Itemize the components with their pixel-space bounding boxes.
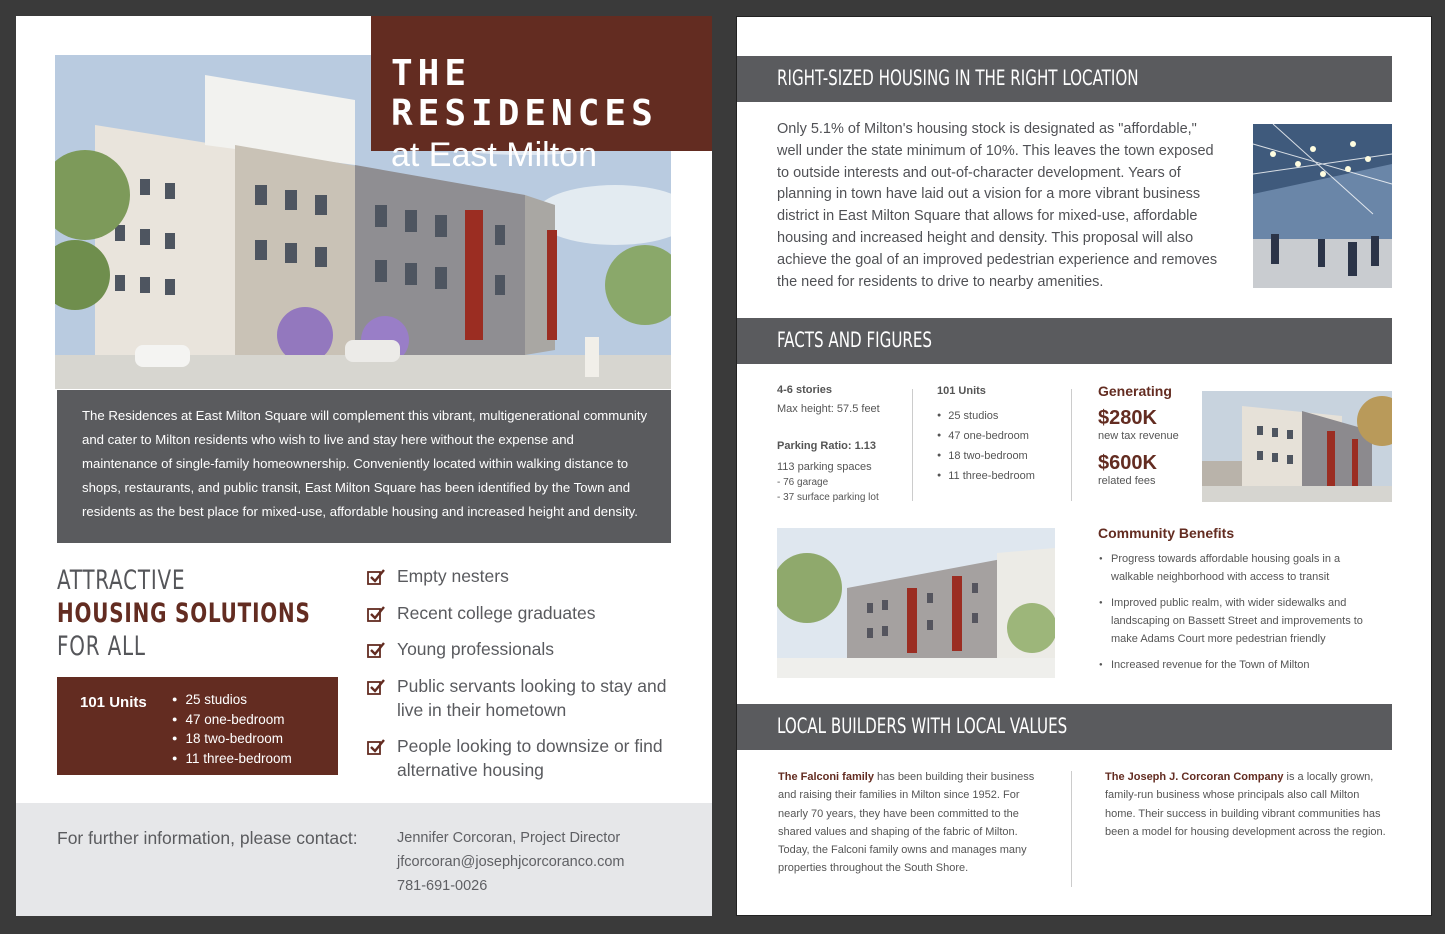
contact-email[interactable]: jfcorcoran@josephjcorcoranco.com [397,854,625,870]
fees-label: related fees [1098,475,1156,487]
units-facts [937,385,1035,487]
description-text: The Residences at East Milton Square will complement this vibrant, multigenerational community and cater to Milton residents who wish to live and stay here without the expense and maintenance of single-family homeownership. Conveniently located within walking distance to shops, restaurants, and public transit, East Milton Square has been identified by the Town and residents as the best place for mixed-use, affordable housing and increased height and density. [82,408,648,519]
community-benefits [1098,525,1368,682]
checkbox-checked-icon [367,569,385,585]
section-title: RIGHT-SIZED HOUSING IN THE RIGHT LOCATION [777,66,1139,90]
description-panel [57,390,671,543]
list-item: ● 47 one-bedroom [172,711,292,731]
divider [1071,389,1072,501]
parking-detail: 113 parking spaces [777,461,872,473]
list-item: ● 11 three-bedroom [937,467,1035,487]
units-list [937,407,1035,487]
contact-details [397,826,624,898]
contact-footer [16,803,712,916]
fees-value: $600K [1098,452,1157,474]
heading-line-1: ATTRACTIVE [57,565,186,596]
corcoran-description [1105,768,1390,841]
list-item: ● 18 two-bedroom [937,447,1035,467]
building-facts [777,383,880,505]
target-audience-checklist [367,564,687,795]
intro-paragraph: Only 5.1% of Milton's housing stock is designated as "affordable," well under the state minimum of 10%. This leaves the town exposed to outside interests and out-of-character development. Years of planning in town have laid out a vision for a more vibrant business district in East Milton Square that allows for mixed-use, affordable housing and increased height and density. This proposal will also achieve the goal of an improved pedestrian experience and removes the need for residents to drive to nearby amenities. [777,121,1218,290]
corcoran-name: The Joseph J. Corcoran Company [1105,771,1284,783]
stories-heading: 4-6 stories [777,384,833,396]
divider [1071,771,1072,887]
generating-heading: Generating [1098,383,1172,399]
checkbox-checked-icon [367,679,385,695]
checklist-text: Recent college graduates [397,602,596,623]
list-item: ● 18 two-bedroom [172,730,292,750]
checkbox-checked-icon [367,739,385,755]
pedestrian-plaza-image [1253,124,1392,288]
parking-surface: - 37 surface parking lot [777,492,879,503]
units-summary-box [57,677,338,775]
checkbox-checked-icon [367,606,385,622]
list-item: ● Increased revenue for the Town of Milton [1098,656,1368,674]
parking-heading: Parking Ratio: 1.13 [777,440,877,452]
contact-label: For further information, please contact: [57,828,358,848]
stories-detail: Max height: 57.5 feet [777,403,880,415]
list-item: ● Progress towards affordable housing goals in a walkable neighborhood with access to transit [1098,550,1368,586]
flyer-back-page [736,16,1432,916]
section-header-builders [737,704,1392,750]
falconi-description [778,768,1040,878]
list-item: ● Improved public realm, with wider sidewalks and landscaping on Bassett Street and improvements to make Adams Court more pedestrian friendly [1098,594,1368,648]
revenue-figures [1098,383,1179,487]
list-item: ● 25 studios [937,407,1035,427]
checklist-item [367,674,687,722]
checklist-text: People looking to downsize or find alternative housing [397,736,663,780]
checklist-text: Young professionals [397,639,554,659]
flyer-front-page [16,16,712,916]
page-subtitle: at East Milton [391,136,597,174]
list-item: ● 25 studios [172,691,292,711]
units-heading: 101 Units [937,385,986,397]
falconi-name: The Falconi family [778,771,874,783]
checklist-item [367,564,687,588]
parking-garage: - 76 garage [777,477,829,488]
checklist-item [367,601,687,625]
list-item: ● 47 one-bedroom [937,427,1035,447]
section-title: LOCAL BUILDERS WITH LOCAL VALUES [777,714,1068,738]
section-header-location [737,56,1392,102]
title-banner [371,16,712,174]
section-title: FACTS AND FIGURES [777,328,933,352]
heading-line-3: FOR ALL [57,631,146,662]
building-corner-rendering-image [777,528,1055,678]
checklist-item [367,734,687,782]
list-item: ● 11 three-bedroom [172,750,292,770]
falconi-text: has been building their business and raising their families in Milton since 1952. For nearly 70 years, they have been committed to the shared values and shaping of the fabric of Milton. Today, the Falconi family owns and manages many properties throughout the South Shore. [778,771,1035,875]
attractive-housing-heading [57,564,311,663]
checklist-text: Empty nesters [397,566,509,586]
divider [912,389,913,501]
page-title: THE RESIDENCES [391,53,658,134]
units-list [172,691,292,769]
benefits-list [1098,550,1368,674]
contact-name: Jennifer Corcoran, Project Director [397,830,621,846]
community-benefits-heading: Community Benefits [1098,525,1235,541]
building-street-view-image [1202,391,1392,502]
heading-line-2: HOUSING SOLUTIONS [57,598,311,629]
checklist-item [367,637,687,661]
checkbox-checked-icon [367,642,385,658]
units-title: 101 Units [80,694,147,711]
checklist-text: Public servants looking to stay and live in their hometown [397,675,667,720]
contact-phone[interactable]: 781-691-0026 [397,878,488,894]
section-header-facts [737,318,1392,364]
corcoran-text: is a locally grown, family-run business whose principals also call Milton home. Their success in building vibrant communities has been a model for housing development across the region. [1105,771,1386,838]
tax-revenue-value: $280K [1098,407,1157,429]
tax-revenue-label: new tax revenue [1098,430,1179,442]
